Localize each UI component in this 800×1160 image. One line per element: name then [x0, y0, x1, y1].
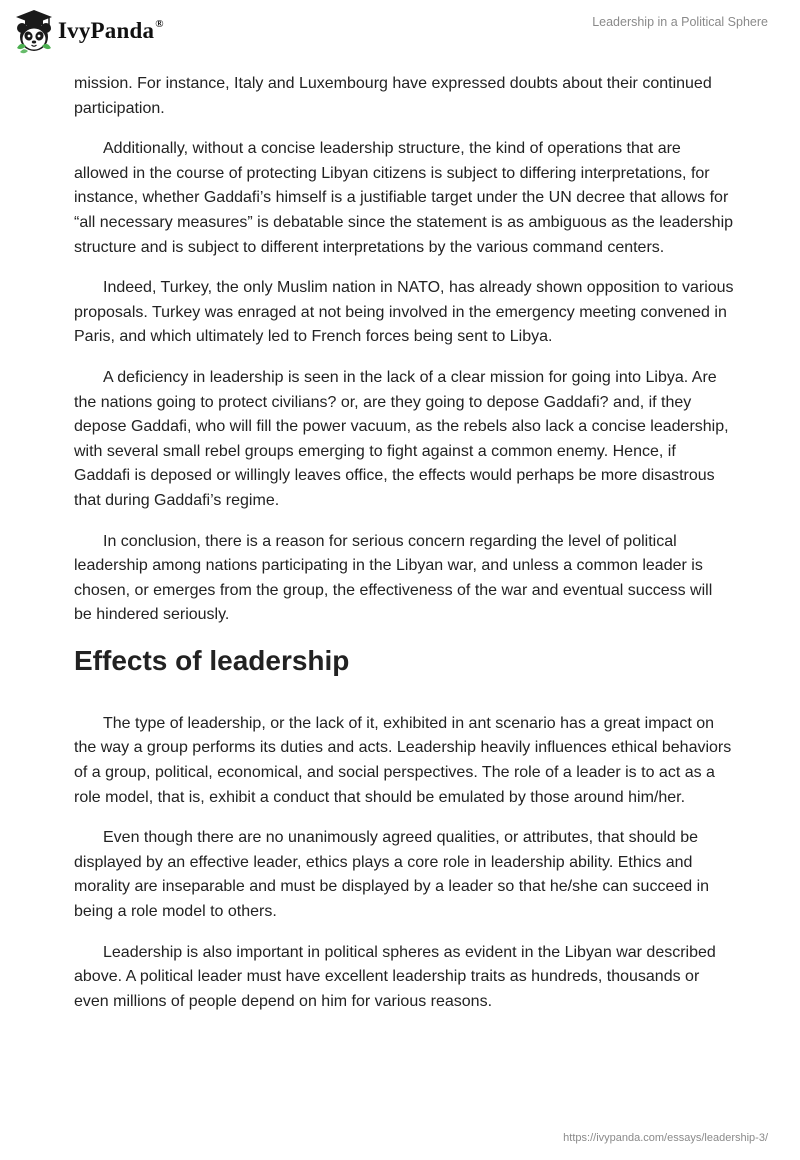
section-heading: Effects of leadership: [74, 644, 350, 676]
registered-mark: ®: [155, 18, 164, 31]
paragraph: Additionally, without a concise leadership structure, the kind of operations that are allowed in the course of protecting Libyan citizens is subject to differing interpretations, for instance, whether Gaddafi’s himself is a justifiable target under the UN decree that allows for “all necessary measures” is debatable since the statement is as ambiguous as the leadership structure and is subject to different interpretations by the various command centers.: [74, 140, 734, 256]
paragraph: Leadership is also important in political spheres as evident in the Libyan war described above. A political leader must have excellent leadership traits as hundreds, thousands or even millions of people depend on him for various reasons.: [74, 943, 716, 1010]
document-title: Leadership in a Political Sphere: [592, 15, 768, 29]
paragraph: In conclusion, there is a reason for serious concern regarding the level of political leadership among nations participating in the Libyan war, and unless a common leader is chosen, or emerges from the group, the effectiveness of the war and eventual success will be hindered seriously.: [74, 532, 713, 624]
paragraph: mission. For instance, Italy and Luxembourg have expressed doubts about their continued participation.: [74, 75, 712, 117]
source-url[interactable]: https://ivypanda.com/essays/leadership-3/: [563, 1132, 768, 1144]
paragraph: Indeed, Turkey, the only Muslim nation in NATO, has already shown opposition to various proposals. Turkey was enraged at not being involved in the emergency meeting convened in Paris, and which ultimately led to French forces being sent to Libya.: [74, 279, 734, 346]
paragraph: A deficiency in leadership is seen in the lack of a clear mission for going into Libya. Are the nations going to protect civilians? or, are they going to depose Gaddafi? and, if they depose Gaddafi, who will fill the power vacuum, as the rebels also lack a concise leadership, with several small rebel groups emerging to fight against a common enemy. Hence, if Gaddafi is deposed or willingly leaves office, the effects would perhaps be more disastrous that during Gaddafi’s regime.: [74, 368, 729, 509]
brand-name[interactable]: IvyPanda®: [58, 18, 164, 43]
paragraph: Even though there are no unanimously agreed qualities, or attributes, that should be displayed by an effective leader, ethics plays a core role in leadership ability. Ethics and morality are inseparable and must be displayed by a leader so that he/she can succeed in being a role model to others.: [74, 829, 710, 921]
page-header: [0, 0, 800, 70]
essay-content: [74, 72, 734, 1030]
ivypanda-logo-icon[interactable]: [14, 8, 54, 54]
paragraph: The type of leadership, or the lack of it, exhibited in ant scenario has a great impact on the way a group performs its duties and acts. Leadership heavily influences ethical behaviors of a group, political, economical, and social perspectives. The role of a leader is to act as a role model, that is, exhibit a conduct that should be emulated by those around him/her.: [74, 714, 732, 806]
